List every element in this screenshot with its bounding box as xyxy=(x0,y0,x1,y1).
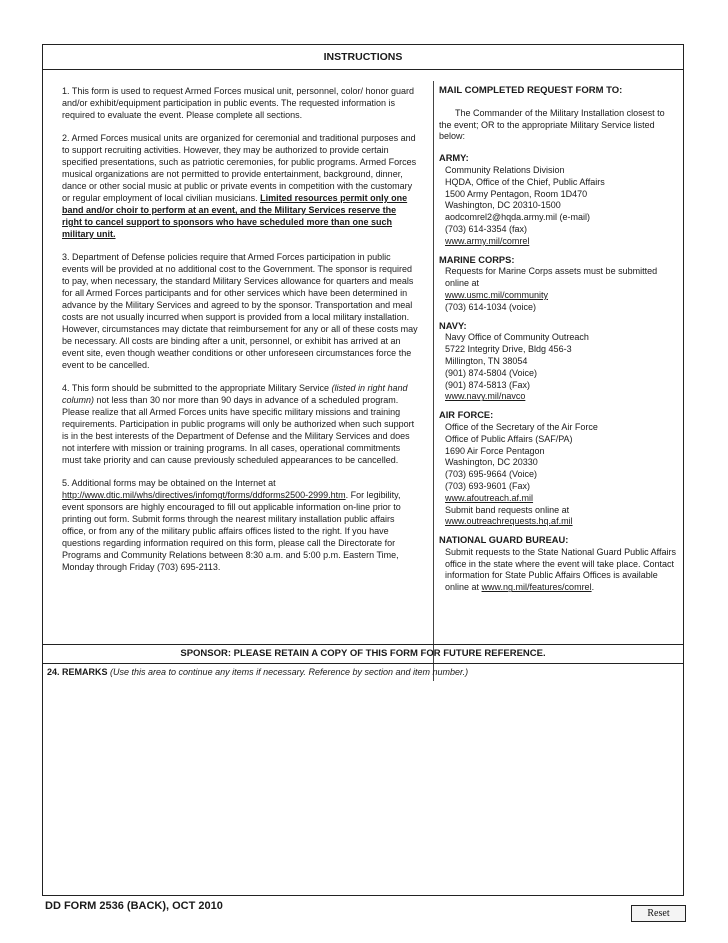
marines-section xyxy=(439,255,679,314)
instruction-4-text-b: not less than 30 nor more than 90 days in advance of a scheduled program. Please realize that all Armed Forces units have specific military missions and training requirements. Participation in public programs will only be authorized when such support is in the best interests of the Department of Defense and the Military Services and does not interfere with mission or training programs. In all cases, operational commitments must take priority and can cause previously scheduled appearances to be cancelled. xyxy=(62,395,415,465)
form-frame xyxy=(42,44,684,896)
instruction-2-emphasis: Limited resources permit only one band and/or choir to perform at an event, and the Military Services reserve the right to cancel support to sponsors who have scheduled more than one such military unit. xyxy=(62,193,408,239)
navy-heading: NAVY: xyxy=(439,320,467,331)
sponsor-notice: SPONSOR: PLEASE RETAIN A COPY OF THIS FORM FOR FUTURE REFERENCE. xyxy=(43,644,683,664)
airforce-line: Office of the Secretary of the Air Force xyxy=(445,421,598,432)
column-divider xyxy=(433,81,434,681)
guard-body xyxy=(439,547,679,594)
navy-line: 5722 Integrity Drive, Bldg 456-3 xyxy=(445,344,572,355)
reset-button[interactable]: Reset xyxy=(631,905,686,922)
mail-column xyxy=(439,85,679,601)
airforce-line: Washington, DC 20330 xyxy=(445,457,538,468)
instruction-4-text-a: 4. This form should be submitted to the appropriate Military Service xyxy=(62,383,332,393)
guard-period: . xyxy=(591,582,595,593)
forms-link[interactable]: http://www.dtic.mil/whs/directives/infomgt/forms/ddforms2500-2999.htm xyxy=(62,490,346,500)
instruction-1: 1. This form is used to request Armed Forces musical unit, personnel, color/ honor guard and/or exhibit/equipment participation in public events. The requested information is required to evaluate the event. Please complete all sections. xyxy=(62,86,415,120)
army-line: Washington, DC 20310-1500 xyxy=(445,200,561,211)
remarks-input[interactable] xyxy=(44,681,686,895)
navy-voice: (901) 874-5804 (Voice) xyxy=(445,367,538,378)
navy-fax: (901) 874-5813 (Fax) xyxy=(445,379,531,390)
marines-link[interactable]: www.usmc.mil/community xyxy=(445,289,549,300)
marines-heading: MARINE CORPS: xyxy=(439,254,515,265)
airforce-fax: (703) 693-9601 (Fax) xyxy=(445,480,531,491)
instruction-3: 3. Department of Defense policies require that Armed Forces participation in public events will be provided at no additional cost to the Government. The sponsor is required to pay, when necessary, the standard Military Services allowance for quarters and meals for all Armed Forces participants and for other services which have been determined in advance by the Military Services and agreed to by the sponsor. Transportation and meal costs are not usually incurred when support is provided from a local military installation. However, circumstances may dictate that reimbursement for any or all of these costs may be necessary. All costs are binding after a unit, personnel, or exhibit has arrived at an event site, even though weather conditions or other unforeseen circumstances force the event to be cancelled. xyxy=(62,252,418,370)
instruction-4 xyxy=(62,382,418,466)
army-email: aodcomrel2@hqda.army.mil (e-mail) xyxy=(445,212,591,223)
army-heading: ARMY: xyxy=(439,153,469,164)
airforce-section xyxy=(439,410,679,528)
navy-link[interactable]: www.navy.mil/navco xyxy=(445,391,526,402)
guard-link[interactable]: www.ng.mil/features/comrel xyxy=(481,582,592,593)
army-fax: (703) 614-3354 (fax) xyxy=(445,223,528,234)
remarks-title: 24. REMARKS xyxy=(47,667,108,677)
instruction-5-text-a: 5. Additional forms may be obtained on the Internet at xyxy=(62,478,276,488)
navy-section xyxy=(439,321,679,404)
guard-heading: NATIONAL GUARD BUREAU: xyxy=(439,535,569,546)
marines-voice: (703) 614-1034 (voice) xyxy=(445,301,537,312)
remarks-label xyxy=(47,667,468,678)
form-identifier: DD FORM 2536 (BACK), OCT 2010 xyxy=(45,900,223,912)
army-link[interactable]: www.army.mil/comrel xyxy=(445,235,530,246)
instruction-4-italic: (listed in right hand column) xyxy=(62,383,408,405)
airforce-heading: AIR FORCE: xyxy=(439,410,494,421)
army-line: Community Relations Division xyxy=(445,164,565,175)
instruction-2-text: 2. Armed Forces musical units are organized for ceremonial and traditional purposes and to support recruiting activities. However, they may be authorized to provide certain specified presentations, such as patriotic ceremonies, for public programs. Armed Forces musical organizations are not permitted to provide entertainment, background, dinner, dance or other social music at public or private events in competition with the customary or regular employment of local civilian musicians. xyxy=(62,133,417,203)
army-line: HQDA, Office of the Chief, Public Affairs xyxy=(445,176,605,187)
instruction-5 xyxy=(62,477,418,573)
navy-line: Millington, TN 38054 xyxy=(445,355,528,366)
instructions-column xyxy=(62,85,418,584)
mail-heading: MAIL COMPLETED REQUEST FORM TO: xyxy=(439,85,623,96)
instruction-5-text-b: . For legibility, event sponsors are highly encouraged to fill out applicable information on-line prior to printing out form. Submit forms through the nearest military installation public affairs office, or from any of the military public affairs offices listed to the right. If you have questions regarding information required on this form, please call the Directorate for Programs and Community Relations between 8:30 a.m. and 5:00 p.m. Eastern Time, Monday through Friday (703) 695-2113. xyxy=(62,490,401,572)
airforce-line: Office of Public Affairs (SAF/PA) xyxy=(445,433,573,444)
army-section xyxy=(439,153,679,247)
airforce-band-link[interactable]: www.outreachrequests.hq.af.mil xyxy=(445,516,573,527)
remarks-hint: (Use this area to continue any items if necessary. Reference by section and item number.) xyxy=(107,667,469,677)
instruction-2 xyxy=(62,132,418,240)
airforce-link[interactable]: www.afoutreach.af.mil xyxy=(445,492,534,503)
guard-section xyxy=(439,535,679,594)
army-line: 1500 Army Pentagon, Room 1D470 xyxy=(445,188,588,199)
marines-line: Requests for Marine Corps assets must be submitted online at xyxy=(445,266,658,289)
guard-text: Submit requests to the State National Guard Public Affairs office in the state where the event will take place. Contact information for State Public Affairs Offices is available online at xyxy=(445,546,676,593)
navy-line: Navy Office of Community Outreach xyxy=(445,332,589,343)
airforce-band-line: Submit band requests online at xyxy=(445,504,570,515)
mail-body: The Commander of the Military Installation closest to the event; OR to the appropriate Military Service listed below: xyxy=(439,107,665,142)
airforce-line: 1690 Air Force Pentagon xyxy=(445,445,545,456)
instructions-title: INSTRUCTIONS xyxy=(43,45,683,70)
airforce-voice: (703) 695-9664 (Voice) xyxy=(445,469,538,480)
